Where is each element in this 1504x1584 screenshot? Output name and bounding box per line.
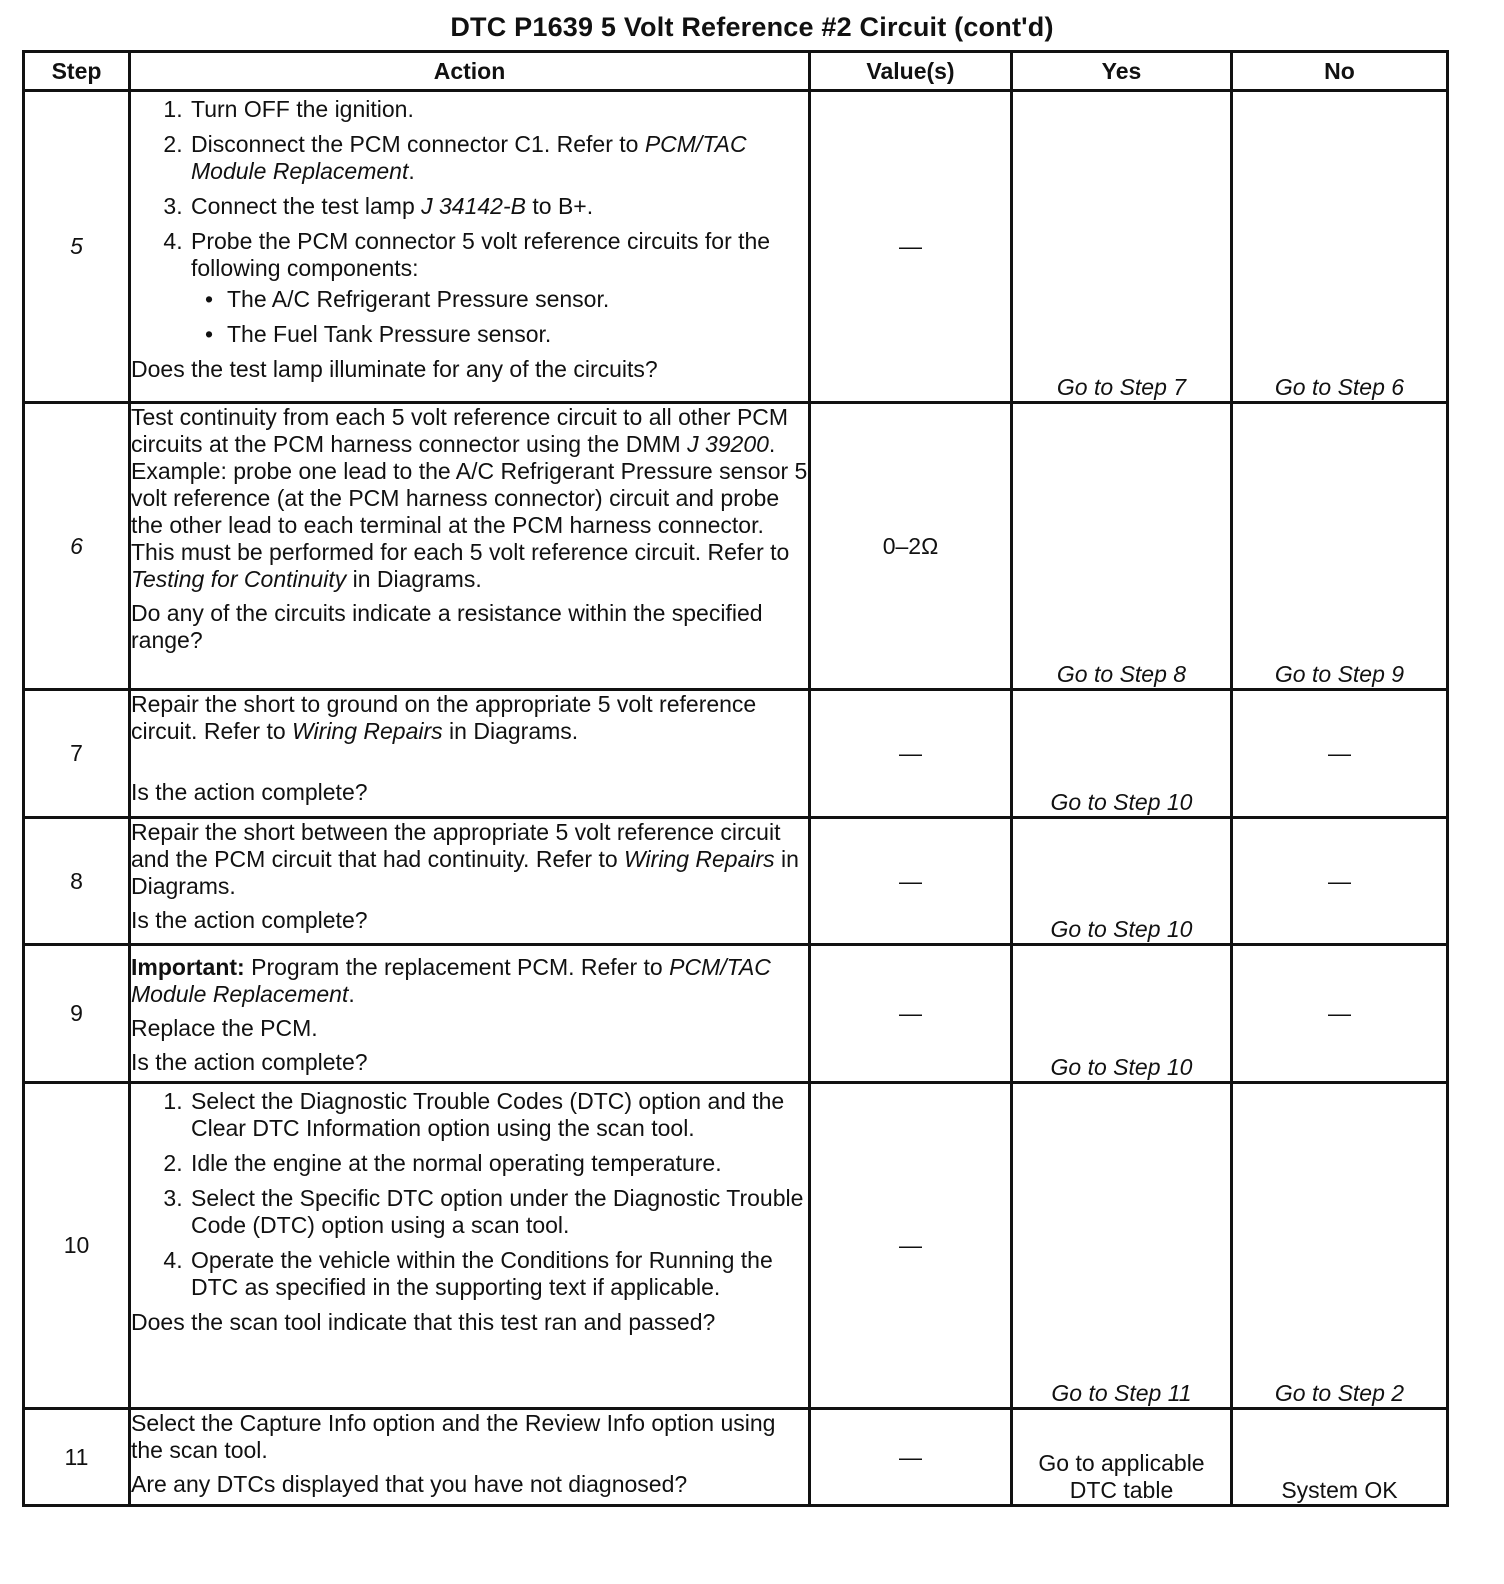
step-number: 10 [24, 1083, 130, 1409]
step-number: 8 [24, 818, 130, 945]
diagnostic-table [22, 50, 1449, 1507]
yes-cell: Go to Step 7 [1012, 91, 1232, 403]
step-number: 9 [24, 945, 130, 1083]
table-header-row [24, 52, 1448, 91]
step-question: Is the action complete? [131, 907, 368, 933]
yes-cell: Go to Step 11 [1012, 1083, 1232, 1409]
step-number: 6 [24, 403, 130, 690]
table-row [24, 690, 1448, 818]
action-cell [130, 818, 810, 945]
action-text: Select the Capture Info option and the Review Info option using the scan tool. [131, 1410, 776, 1463]
action-text: Replace the PCM. [131, 1015, 318, 1041]
no-cell: Go to Step 9 [1232, 403, 1448, 690]
table-row [24, 1409, 1448, 1506]
yes-cell: Go to Step 10 [1012, 690, 1232, 818]
table-row [24, 945, 1448, 1083]
step-number: 7 [24, 690, 130, 818]
no-cell: Go to Step 2 [1232, 1083, 1448, 1409]
header-yes: Yes [1012, 52, 1232, 91]
header-action: Action [130, 52, 810, 91]
header-values: Value(s) [810, 52, 1012, 91]
list-item: • The A/C Refrigerant Pressure sensor. [225, 286, 808, 313]
step-question: Is the action complete? [131, 1049, 368, 1075]
value-cell: — [810, 1409, 1012, 1506]
action-cell [130, 1409, 810, 1506]
value-cell: 0–2Ω [810, 403, 1012, 690]
important-note: Important: Program the replacement PCM. Refer to PCM/TAC Module Replacement. [131, 954, 771, 1007]
list-item: 3. Select the Specific DTC option under the Diagnostic Trouble Code (DTC) option using a scan tool. [189, 1185, 808, 1239]
step-question: Are any DTCs displayed that you have not diagnosed? [131, 1471, 688, 1497]
action-cell [130, 945, 810, 1083]
yes-cell: Go to Step 10 [1012, 945, 1232, 1083]
page-title: DTC P1639 5 Volt Reference #2 Circuit (cont'd) [450, 12, 1054, 42]
step-question: Does the scan tool indicate that this test ran and passed? [131, 1309, 716, 1335]
value-cell: — [810, 91, 1012, 403]
table-row [24, 91, 1448, 403]
table-row [24, 818, 1448, 945]
table-row [24, 403, 1448, 690]
yes-line: Go to applicable [1038, 1450, 1205, 1476]
value-cell: — [810, 818, 1012, 945]
step-number: 5 [24, 91, 130, 403]
action-list [131, 96, 808, 348]
action-cell [130, 1083, 810, 1409]
component-list [191, 286, 808, 348]
no-cell: — [1232, 690, 1448, 818]
list-item: 2. Idle the engine at the normal operating temperature. [189, 1150, 808, 1177]
value-cell: — [810, 690, 1012, 818]
list-item: 1. Turn OFF the ignition. [189, 96, 808, 123]
step-question: Is the action complete? [131, 779, 368, 805]
no-cell: — [1232, 818, 1448, 945]
list-item: 2. Disconnect the PCM connector C1. Refer to PCM/TAC Module Replacement. [189, 131, 808, 185]
step-number: 11 [24, 1409, 130, 1506]
list-item: 1. Select the Diagnostic Trouble Codes (DTC) option and the Clear DTC Information option using the scan tool. [189, 1088, 808, 1142]
no-cell: System OK [1232, 1409, 1448, 1506]
list-item: 4. Operate the vehicle within the Conditions for Running the DTC as specified in the supporting text if applicable. [189, 1247, 808, 1301]
action-list [131, 1088, 808, 1301]
action-cell [130, 690, 810, 818]
action-text: Repair the short between the appropriate 5 volt reference circuit and the PCM circuit that had continuity. Refer to Wiring Repairs in Diagrams. [131, 819, 799, 899]
step-question: Does the test lamp illuminate for any of the circuits? [131, 356, 658, 382]
action-text: Test continuity from each 5 volt reference circuit to all other PCM circuits at the PCM harness connector using the DMM J 39200. Example: probe one lead to the A/C Refrigerant Pressure sensor 5 volt reference (at the PCM harness connector) circuit and probe the other lead to each terminal at the PCM harness connector. This must be performed for each 5 volt reference circuit. Refer to Testing for Continuity in Diagrams. [131, 404, 808, 592]
value-cell: — [810, 945, 1012, 1083]
list-item: • The Fuel Tank Pressure sensor. [225, 321, 808, 348]
yes-cell: Go to Step 8 [1012, 403, 1232, 690]
step-question: Do any of the circuits indicate a resistance within the specified range? [131, 600, 763, 653]
no-cell: Go to Step 6 [1232, 91, 1448, 403]
value-cell: — [810, 1083, 1012, 1409]
action-cell [130, 91, 810, 403]
table-row [24, 1083, 1448, 1409]
list-item: 4. Probe the PCM connector 5 volt reference circuits for the following components: • The A/C Refrigerant Pressure sensor. • The Fuel Tank Pressure sensor. [189, 228, 808, 348]
no-cell: — [1232, 945, 1448, 1083]
header-no: No [1232, 52, 1448, 91]
yes-line: DTC table [1069, 1477, 1174, 1503]
yes-cell: Go to Step 10 [1012, 818, 1232, 945]
list-item: 3. Connect the test lamp J 34142-B to B+. [189, 193, 808, 220]
action-cell [130, 403, 810, 690]
header-step: Step [24, 52, 130, 91]
action-text: Repair the short to ground on the appropriate 5 volt reference circuit. Refer to Wiring Repairs in Diagrams. [131, 691, 757, 744]
yes-cell [1012, 1409, 1232, 1506]
